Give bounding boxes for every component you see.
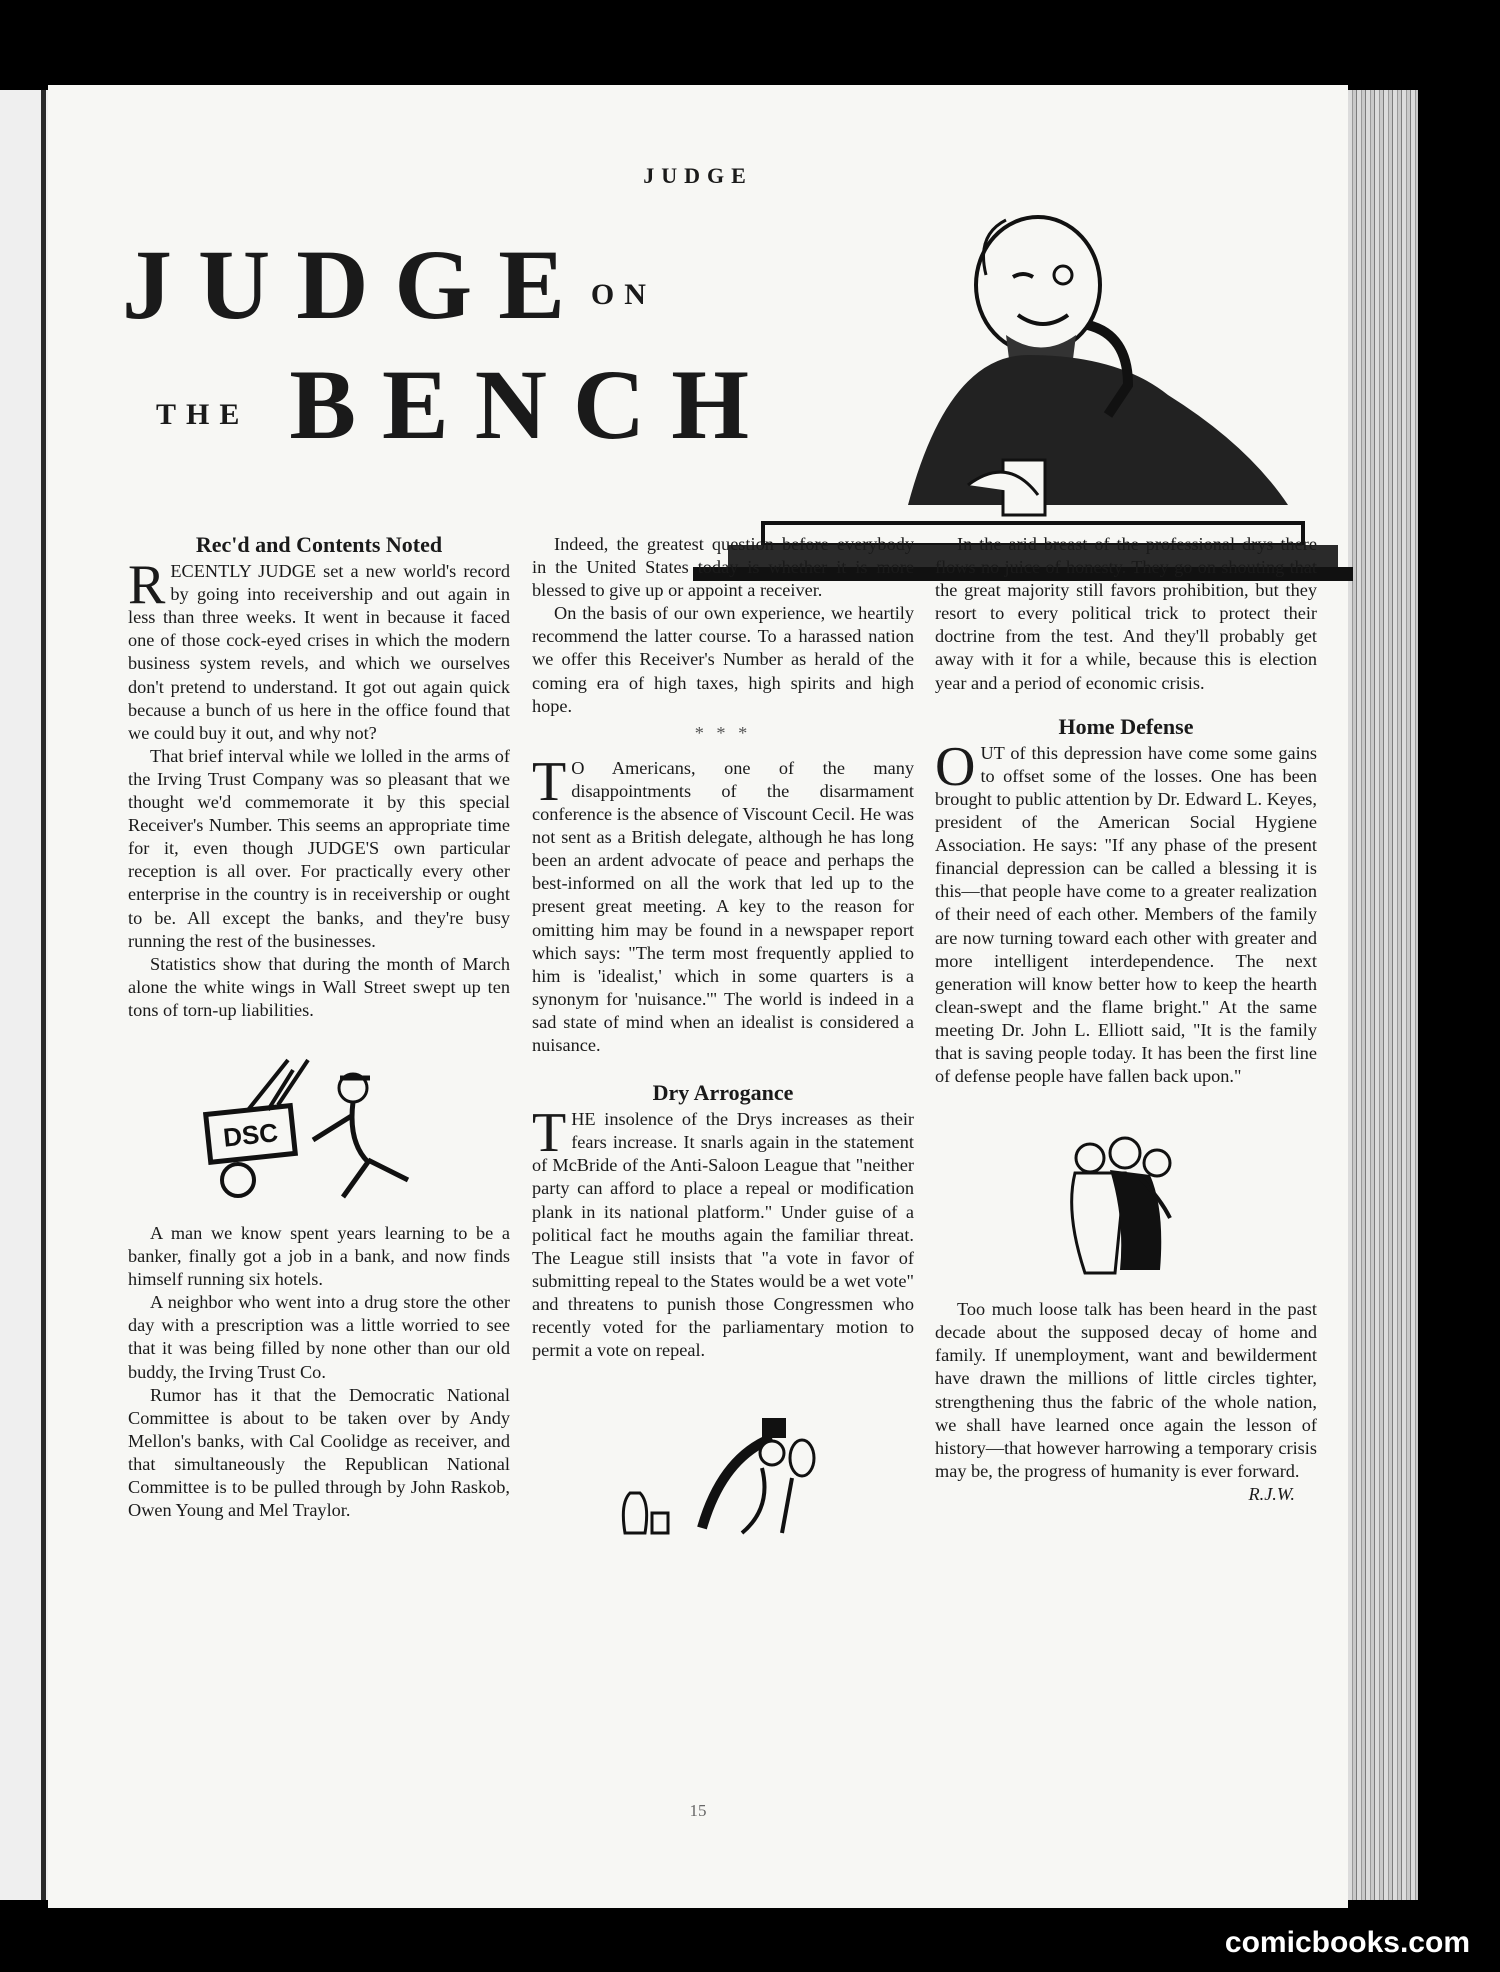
headline-word-the: THE bbox=[156, 398, 250, 432]
paragraph bbox=[532, 1102, 914, 1362]
cart-label: DSC bbox=[221, 1117, 280, 1153]
headline-line-1 bbox=[122, 229, 656, 340]
paragraph bbox=[128, 554, 510, 745]
paragraph: A neighbor who went into a drug store the other day with a prescription was a little worried to see that it was being filled by none other than our old buddy, the Irving Trust Co. bbox=[128, 1292, 510, 1382]
paragraph-text: UT of this depression have come some gains to offset some of the losses. One has been brought to public attention by Dr. Edward L. Keyes, president of the American Social Hygiene Association. He says: "If any phase of the present financial depression can be called a blessing it is this—that people have come to a greater realization of their need of each other. Members of the family are now turning toward each other with greater and more intelligent interdependence. The next generation will know better how to keep the hearth clean-swept and the flame bright." At the same meeting Dr. John L. Elliott said, "It is the family that is saving people today. It has been the first line of defense people have fallen back upon." bbox=[935, 742, 1317, 1087]
headline-word-on: ON bbox=[590, 278, 656, 312]
paragraph bbox=[532, 750, 914, 1057]
magazine-page bbox=[48, 85, 1348, 1908]
paragraph-text: O Americans, one of the many disappointments of the disarmament conference is the absence of Viscount Cecil. He was not sent as a British delegate, although he has long been an ardent advocate of peace and perhaps the best-informed on all the work that led up to the present great meeting. A key to the reason for omitting him may be found in a newspaper report which says: "The term most frequently applied to him is 'idealist,' which in some quarters is a synonym for 'nuisance.'" The world is indeed in a sad state of mind when an idealist is considered a nuisance. bbox=[532, 757, 914, 1055]
author-signature: R.J.W. bbox=[1248, 1483, 1295, 1504]
page-number: 15 bbox=[689, 1801, 707, 1820]
heading-dry-arrogance: Dry Arrogance bbox=[652, 1080, 794, 1106]
column-middle bbox=[532, 533, 914, 1538]
watermark: comicbooks.com bbox=[1224, 1926, 1470, 1959]
paragraph bbox=[935, 735, 1317, 1088]
drop-cap: O bbox=[935, 735, 976, 798]
section-separator: * * * bbox=[694, 722, 752, 743]
family-embrace-cartoon bbox=[935, 1128, 1317, 1278]
drop-cap: R bbox=[128, 554, 166, 617]
headline-word-judge: JUDGE bbox=[122, 229, 591, 340]
paragraph: Statistics show that during the month of March alone the white wings in Wall Street swept up ten tons of torn-up liabilities. bbox=[128, 953, 510, 1020]
drop-cap: T bbox=[532, 750, 567, 813]
page-stack-edges bbox=[1348, 90, 1418, 1900]
paragraph: In the arid breast of the professional drys there flows no juice of honesty. They go on shouting that the great majority still favors prohibition, but they resort to every political trick to protect their doctrine from the test. And they'll probably get away with it for a while, because this is election year and a period of economic crisis. bbox=[935, 534, 1317, 693]
paragraph bbox=[935, 1298, 1317, 1504]
paragraph-text: Too much loose talk has been heard in the past decade about the supposed decay of home and family. If unemployment, want and bewilderment have drawn the millions of little circles tighter, strengthening thus the fabric of the whole nation, we shall have learned once again the lesson of history—that however harrowing a temporary crisis may be, the progress of humanity is ever forward. bbox=[935, 1299, 1317, 1481]
paragraph: Indeed, the greatest question before everybody in the United States today is whether it is more blessed to give up or appoint a receiver. bbox=[532, 534, 914, 601]
paragraph: That brief interval while we lolled in the arms of the Irving Trust Company was so pleasant that we thought we'd commemorate it by this special Receiver's Number. This seems an appropriate time for it, even though JUDGE'S own particular reception is all over. For practically every other enterprise in the country is in receivership or ought to be. All except the banks, and they're busy running the rest of the businesses. bbox=[128, 745, 510, 951]
previous-page-edge bbox=[0, 90, 48, 1900]
column-right bbox=[935, 533, 1317, 1506]
paragraph: Rumor has it that the Democratic National Committee is about to be taken over by Andy Mellon's banks, with Cal Coolidge as receiver, and that simultaneously the Republican National Committee is to be pulled through by John Raskob, Owen Young and Mel Traylor. bbox=[128, 1384, 510, 1521]
paragraph-text: ECENTLY JUDGE set a new world's record by going into receivership and out again in less than three weeks. It went in because it faced one of those cock-eyed crises in which the modern business system revels, and which we ourselves don't pretend to understand. It got out again quick because a bunch of us here in the office found that we could buy it out, and why not? bbox=[128, 561, 510, 743]
paragraph: On the basis of our own experience, we heartily recommend the latter course. To a harassed nation we offer this Receiver's Number as herald of the coming era of high taxes, high spirits and high hope. bbox=[532, 603, 914, 716]
heading-home-defense: Home Defense bbox=[1058, 713, 1194, 739]
paragraph: A man we know spent years learning to be a banker, finally got a job in a bank, and now finds himself running six hotels. bbox=[128, 1222, 510, 1290]
paragraph-text: HE insolence of the Drys increases as their fears increase. It snarls again in the statement of McBride of the Anti-Saloon League that "neither party can afford to place a repeal or modification plank in its national platform." Under guise of a political fact he mouths again the familiar threat. The League still insists that "a vote in favor of submitting repeal to the States would be a wet vote" and threatens to punish those Congressmen who recently voted for the parliamentary motion to permit a vote on repeal. bbox=[532, 1109, 914, 1361]
column-left bbox=[128, 533, 510, 1522]
dry-couple-cartoon bbox=[532, 1398, 914, 1538]
headline-word-bench: BENCH bbox=[289, 349, 775, 460]
running-head: JUDGE bbox=[643, 163, 753, 188]
receiver-cart-cartoon bbox=[128, 1040, 510, 1210]
heading-recd-contents-noted: Rec'd and Contents Noted bbox=[195, 532, 443, 557]
drop-cap: T bbox=[532, 1102, 567, 1165]
